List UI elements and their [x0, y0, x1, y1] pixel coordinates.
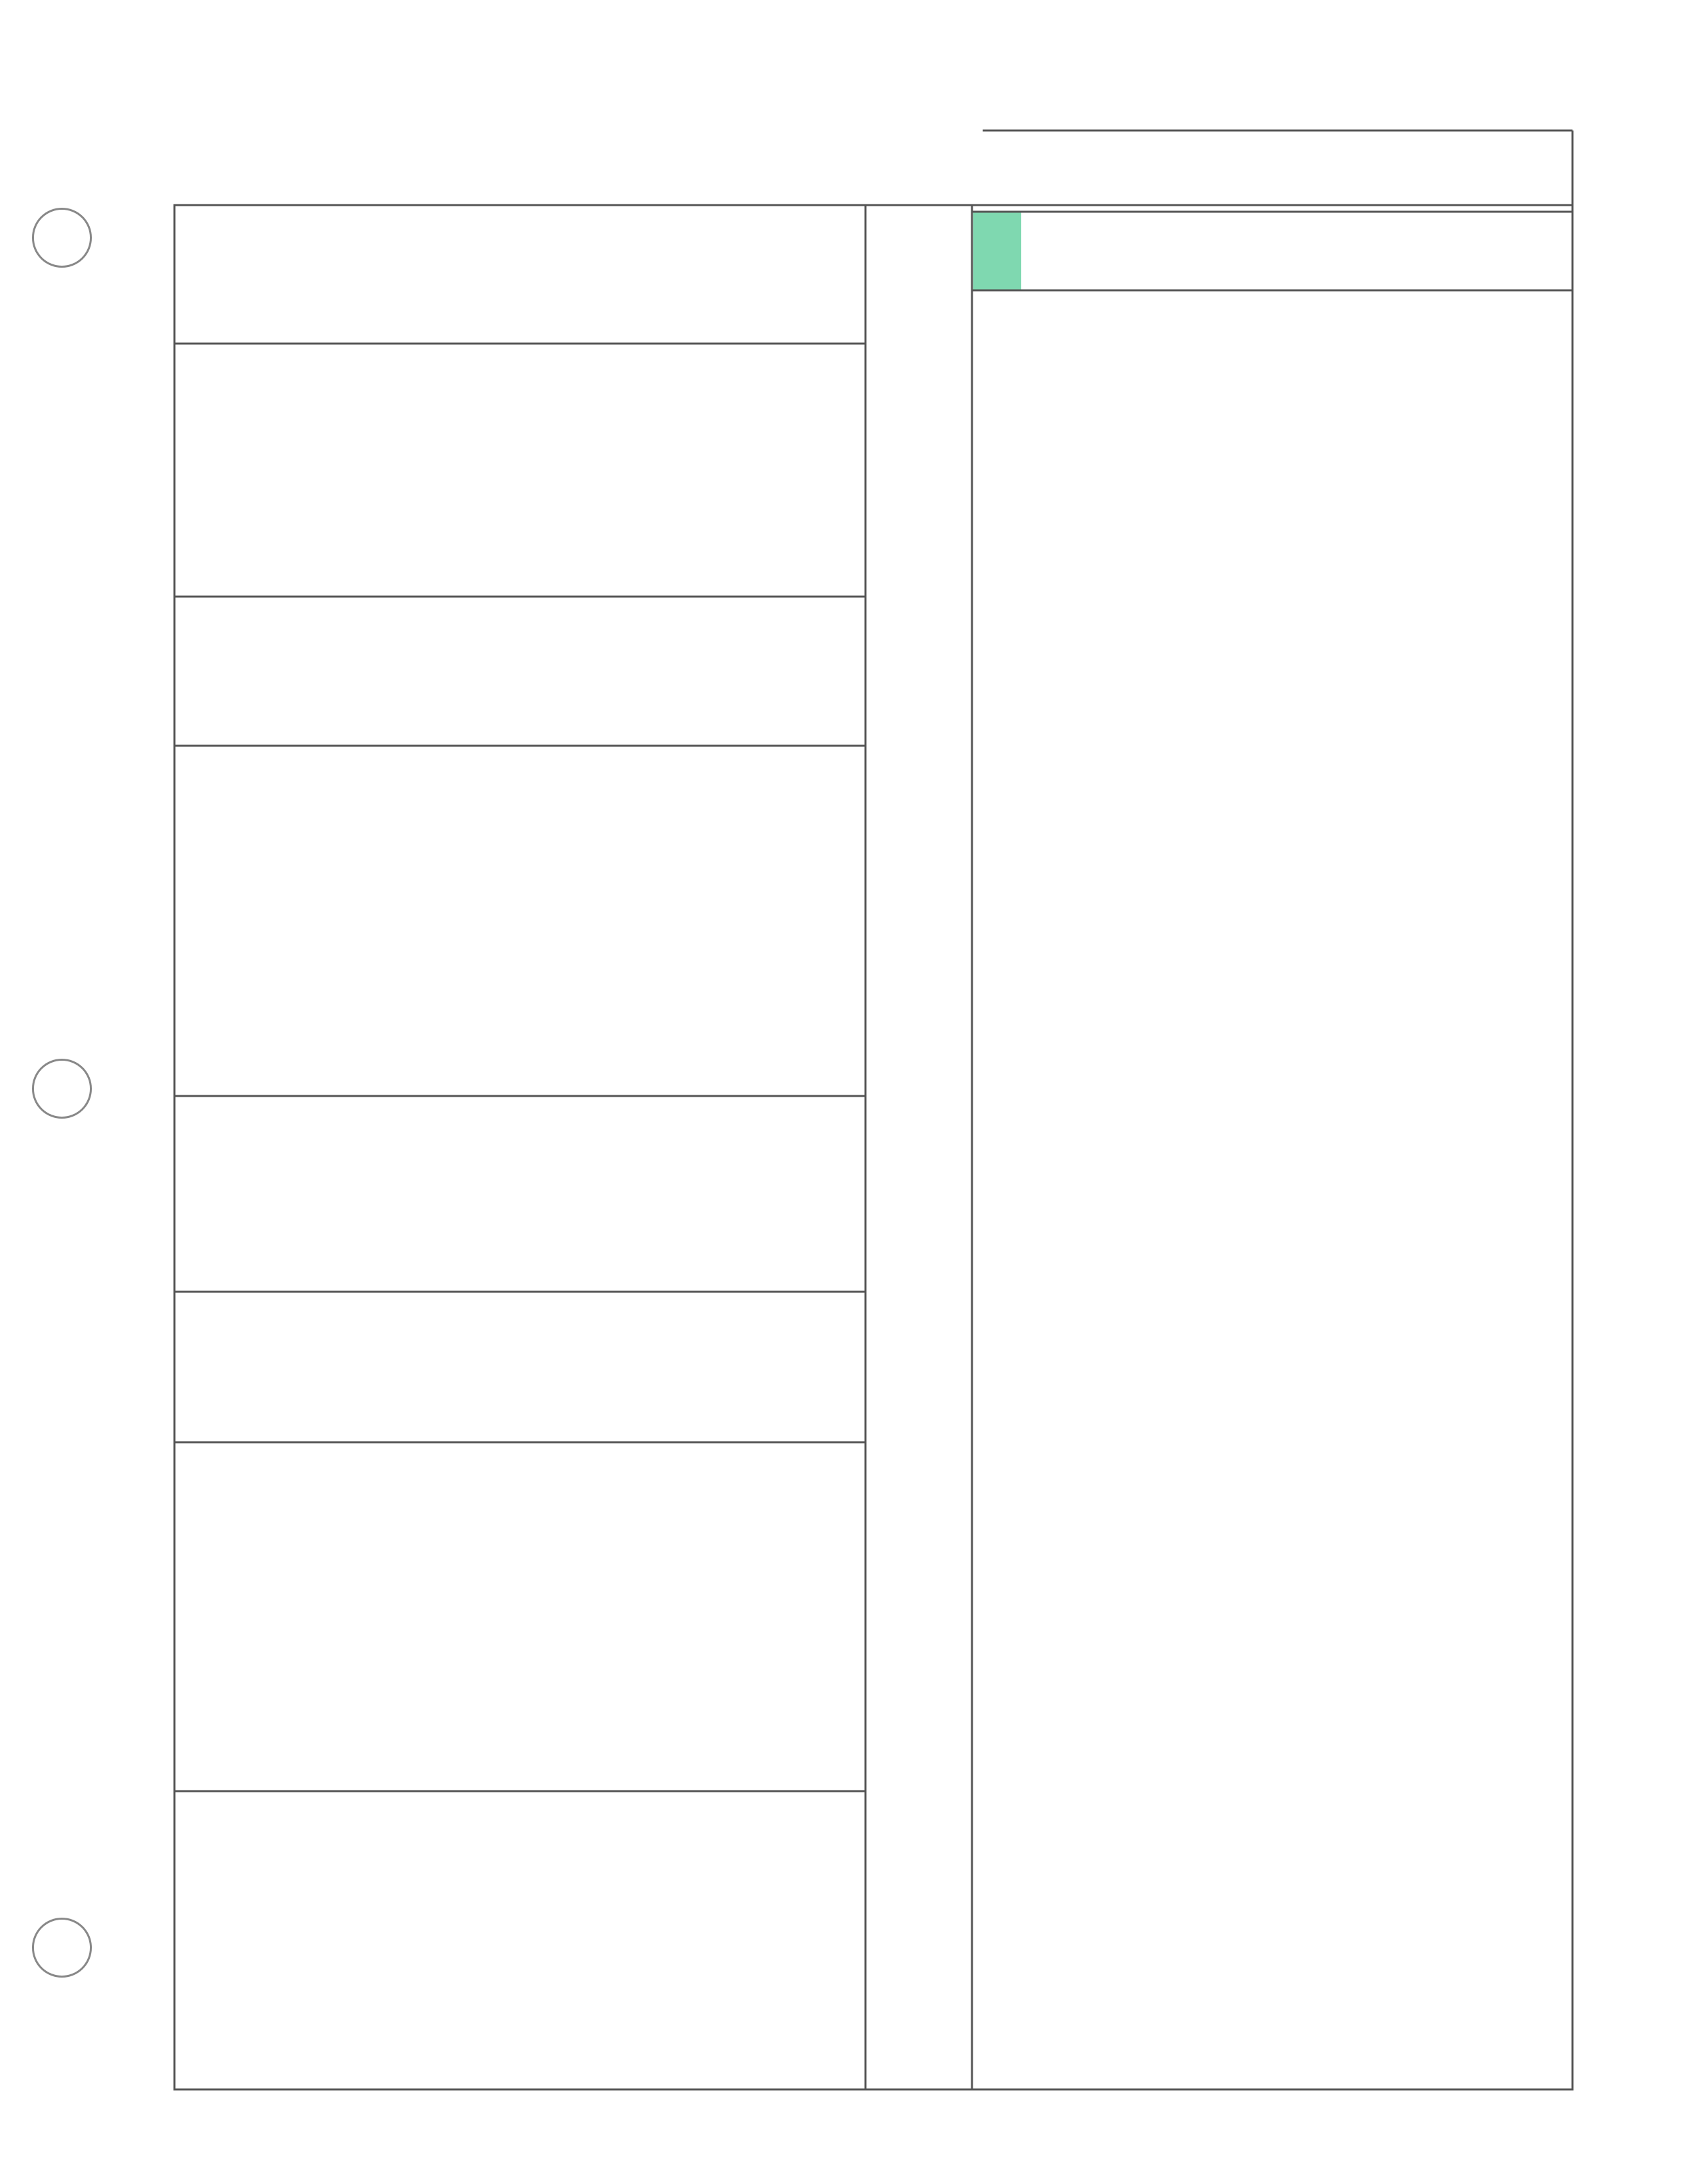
binder-hole-bottom [32, 1918, 92, 1978]
binder-hole-top [32, 208, 92, 268]
binder-hole-middle [32, 1059, 92, 1119]
highlight-cell [973, 212, 1021, 290]
